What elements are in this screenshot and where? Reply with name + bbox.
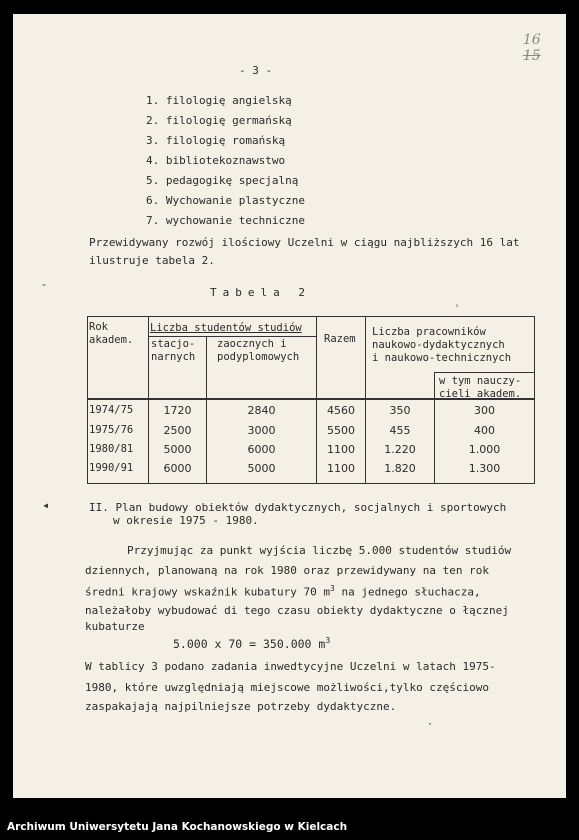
cell-total: 4560: [327, 404, 355, 417]
cell-year: 1975/76: [89, 424, 134, 436]
header-year: Rok akadem.: [89, 321, 134, 346]
cell-stationary: 5000: [163, 443, 192, 456]
section-heading-line-2: w okresie 1975 - 1980.: [113, 514, 259, 527]
cell-extramural: 6000: [247, 443, 276, 456]
header-students: Liczba studentów studiów: [150, 322, 302, 334]
header-extramural: zaocznych i podyplomowych: [217, 338, 300, 363]
folio-struck: 15: [522, 48, 541, 64]
list-item: 1. filologię angielską: [146, 94, 292, 107]
paragraph-1-line-1: Przyjmując za punkt wyjścia liczbę 5.000 studentów studiów: [127, 544, 512, 557]
paragraph-1-line-5: kubaturze: [85, 620, 145, 633]
paragraph-1-line-2: dziennych, planowaną na rok 1980 oraz przewidywany na ten rok: [85, 564, 489, 577]
list-item: 4. bibliotekoznawstwo: [146, 154, 286, 167]
list-item: 3. filologię romańską: [146, 134, 286, 147]
intro-line-2: ilustruje tabela 2.: [89, 254, 215, 267]
paragraph-1-line-4: należałoby wybudować di tego czasu obiekty dydaktyczne o łącznej: [85, 604, 509, 617]
document-page: [13, 14, 566, 798]
cell-stationary: 6000: [163, 462, 192, 475]
students-staff-table: [87, 316, 535, 484]
cell-staff: 1.220: [384, 443, 416, 456]
cell-year: 1990/91: [89, 462, 134, 474]
cell-teachers: 1.000: [468, 443, 501, 456]
paragraph-2-line-3: zaspakajają najpilniejsze potrzeby dydaktyczne.: [85, 700, 397, 713]
cell-teachers: 1.300: [468, 462, 501, 475]
archival-folio-number: [505, 16, 541, 80]
cell-stationary: 2500: [163, 424, 192, 437]
list-item: 5. pedagogikę specjalną: [146, 174, 299, 187]
margin-mark: ˈ: [454, 304, 461, 315]
header-teachers: w tym nauczy- cieli akadem.: [439, 375, 522, 400]
page-number: - 3 -: [239, 64, 273, 77]
archive-footer: [0, 818, 579, 840]
cell-total: 5500: [327, 424, 355, 437]
cell-year: 1974/75: [89, 404, 134, 416]
margin-mark: ˘: [41, 284, 48, 295]
cell-teachers: 400: [474, 424, 495, 437]
table-caption: Tabela 2: [210, 286, 311, 299]
kubature-equation: 5.000 x 70 = 350.000 $m^3$: [173, 636, 331, 651]
header-staff: Liczba pracowników naukowo-dydaktycznych i naukowo-technicznych: [372, 326, 512, 364]
cell-stationary: 1720: [163, 404, 192, 417]
paragraph-1-line-3: średni krajowy wskaźnik kubatury 70 $m^3$ na jednego słuchacza,: [85, 584, 481, 599]
intro-line-1: Przewidywany rozwój ilościowy Uczelni w ciągu najbliższych 16 lat: [89, 236, 520, 249]
cell-staff: 350: [389, 404, 411, 417]
cell-staff: 1.820: [384, 462, 416, 475]
paragraph-2-line-2: 1980, które uwzględniają miejscowe możliwości,tylko częściowo: [85, 681, 489, 694]
archive-label: Archiwum Uniwersytetu Jana Kochanowskiego w Kielcach: [7, 821, 348, 833]
cell-year: 1980/81: [89, 443, 134, 455]
header-stationary: stacjo- narnych: [151, 338, 196, 363]
cell-extramural: 2840: [247, 404, 276, 417]
header-total: Razem: [324, 333, 356, 345]
cell-total: 1100: [327, 462, 355, 475]
section-heading-line-1: II. Plan budowy obiektów dydaktycznych, socjalnych i sportowych: [89, 501, 507, 514]
paragraph-2-line-1: W tablicy 3 podano zadania inwedtycyjne Uczelni w latach 1975-: [85, 660, 496, 673]
list-item: 7. wychowanie techniczne: [146, 214, 305, 227]
cell-total: 1100: [327, 443, 355, 456]
list-item: 6. Wychowanie plastyczne: [146, 194, 305, 207]
cell-teachers: 300: [474, 404, 495, 417]
folio-current: 16: [522, 32, 541, 48]
margin-mark: ◂: [42, 498, 50, 512]
cell-extramural: 5000: [247, 462, 276, 475]
margin-mark: ·: [427, 719, 434, 730]
cell-extramural: 3000: [247, 424, 276, 437]
list-item: 2. filologię germańską: [146, 114, 292, 127]
cell-staff: 455: [389, 424, 411, 437]
